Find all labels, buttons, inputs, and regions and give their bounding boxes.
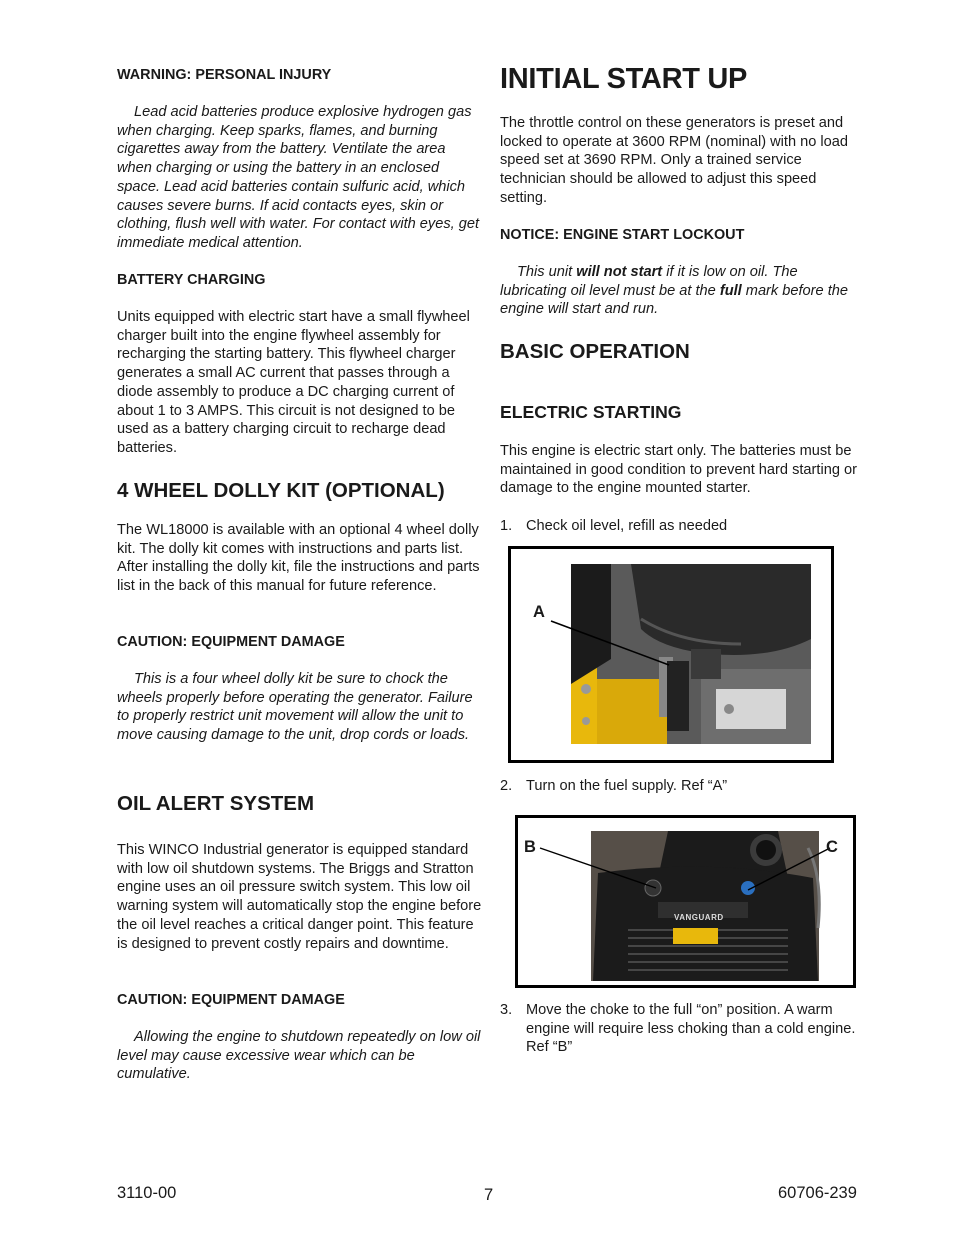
page-number: 7 (484, 1186, 494, 1204)
initial-start-text: The throttle control on these generators is preset and locked to operate at 3600 RPM (nominal) with no load speed set at 3690 RPM. Only a trained service technician should be allowed to adjust this speed setting. (500, 115, 849, 206)
list-item-text: Turn on the fuel supply. Ref “A” (526, 778, 728, 794)
notice-text: This unit will not start if it is low on oil. The lubricating oil level must be at the full mark before the engine will start and run. (500, 264, 848, 318)
electric-starting-text: This engine is electric start only. The batteries must be maintained in good condition to prevent hard starting or damage to the engine mounted starter. (500, 443, 857, 497)
basic-operation-heading: BASIC OPERATION (500, 340, 690, 363)
initial-start-heading: INITIAL START UP (500, 63, 748, 95)
dolly-kit-heading: 4 WHEEL DOLLY KIT (OPTIONAL) (117, 479, 445, 502)
list-item (500, 777, 862, 796)
dolly-kit-text: The WL18000 is available with an optional 4 wheel dolly kit. The dolly kit comes with instructions and parts list. After installing the dolly kit, file the instructions and parts list in the back of this manual for future reference. (117, 522, 480, 595)
list-item (500, 517, 862, 536)
list-item-number: 3. (500, 1002, 513, 1018)
callout-a: A (533, 603, 545, 621)
warning-text: Lead acid batteries produce explosive hydrogen gas when charging. Keep sparks, flames, and burning cigarettes away from the battery. Ventilate the area when charging or using the battery in an enclosed space. Lead acid batteries contain sulfuric acid, which causes severe burns. If acid contacts eyes, skin or clothing, flush well with water. For contact with eyes, get immediate medical attention. (117, 104, 480, 251)
list-item-text: Check oil level, refill as needed (526, 518, 728, 534)
battery-charging-text: Units equipped with electric start have a small flywheel charger built into the engine flywheel assembly for recharging the starting battery. This flywheel charger generates a small AC current that passes through a diode assembly to produce a DC charging current of about 1 to 3 AMPS. This circuit is not designed to be used as a battery charging circuit to recharge dead batteries. (117, 309, 470, 456)
oil-alert-heading: OIL ALERT SYSTEM (117, 792, 315, 815)
warning-label: WARNING: PERSONAL INJURY (117, 67, 332, 83)
engine-photo-illustration (511, 549, 831, 760)
caution-oil-text: Allowing the engine to shutdown repeatedly on low oil level may cause excessive wear which can be cumulative. (117, 1029, 481, 1083)
callout-c: C (826, 838, 838, 856)
list-item-text: Move the choke to the full “on” position. A warm engine will require less choking than a cold engine. Ref “B” (526, 1002, 856, 1056)
list-item (500, 1001, 862, 1057)
list-item-number: 1. (500, 518, 513, 534)
notice-label: NOTICE: ENGINE START LOCKOUT (500, 227, 745, 243)
footer-right-code: 60706-239 (778, 1184, 857, 1202)
list-item-number: 2. (500, 778, 513, 794)
electric-starting-heading: ELECTRIC STARTING (500, 402, 682, 422)
fuel-supply-photo (508, 546, 834, 763)
callout-b: B (524, 838, 536, 856)
caution-dolly-text: This is a four wheel dolly kit be sure to chock the wheels properly before operating the generator. Failure to properly restrict unit movement will allow the unit to move causing damage to the unit, drop cords or loads. (117, 671, 473, 744)
vanguard-badge: VANGUARD (674, 913, 724, 922)
engine-front-illustration (518, 818, 853, 985)
oil-alert-text: This WINCO Industrial generator is equipped standard with low oil shutdown systems. The Briggs and Stratton engine uses an oil pressure switch system. This low oil warning system will automatically stop the engine before the oil level reaches a critical danger point. This feature is designed to prevent costly repairs and downtime. (117, 842, 482, 952)
caution-oil-label: CAUTION: EQUIPMENT DAMAGE (117, 992, 345, 1008)
footer-left-code: 3110-00 (117, 1184, 177, 1202)
choke-photo (515, 815, 856, 988)
caution-dolly-label: CAUTION: EQUIPMENT DAMAGE (117, 634, 345, 650)
battery-charging-label: BATTERY CHARGING (117, 272, 266, 288)
